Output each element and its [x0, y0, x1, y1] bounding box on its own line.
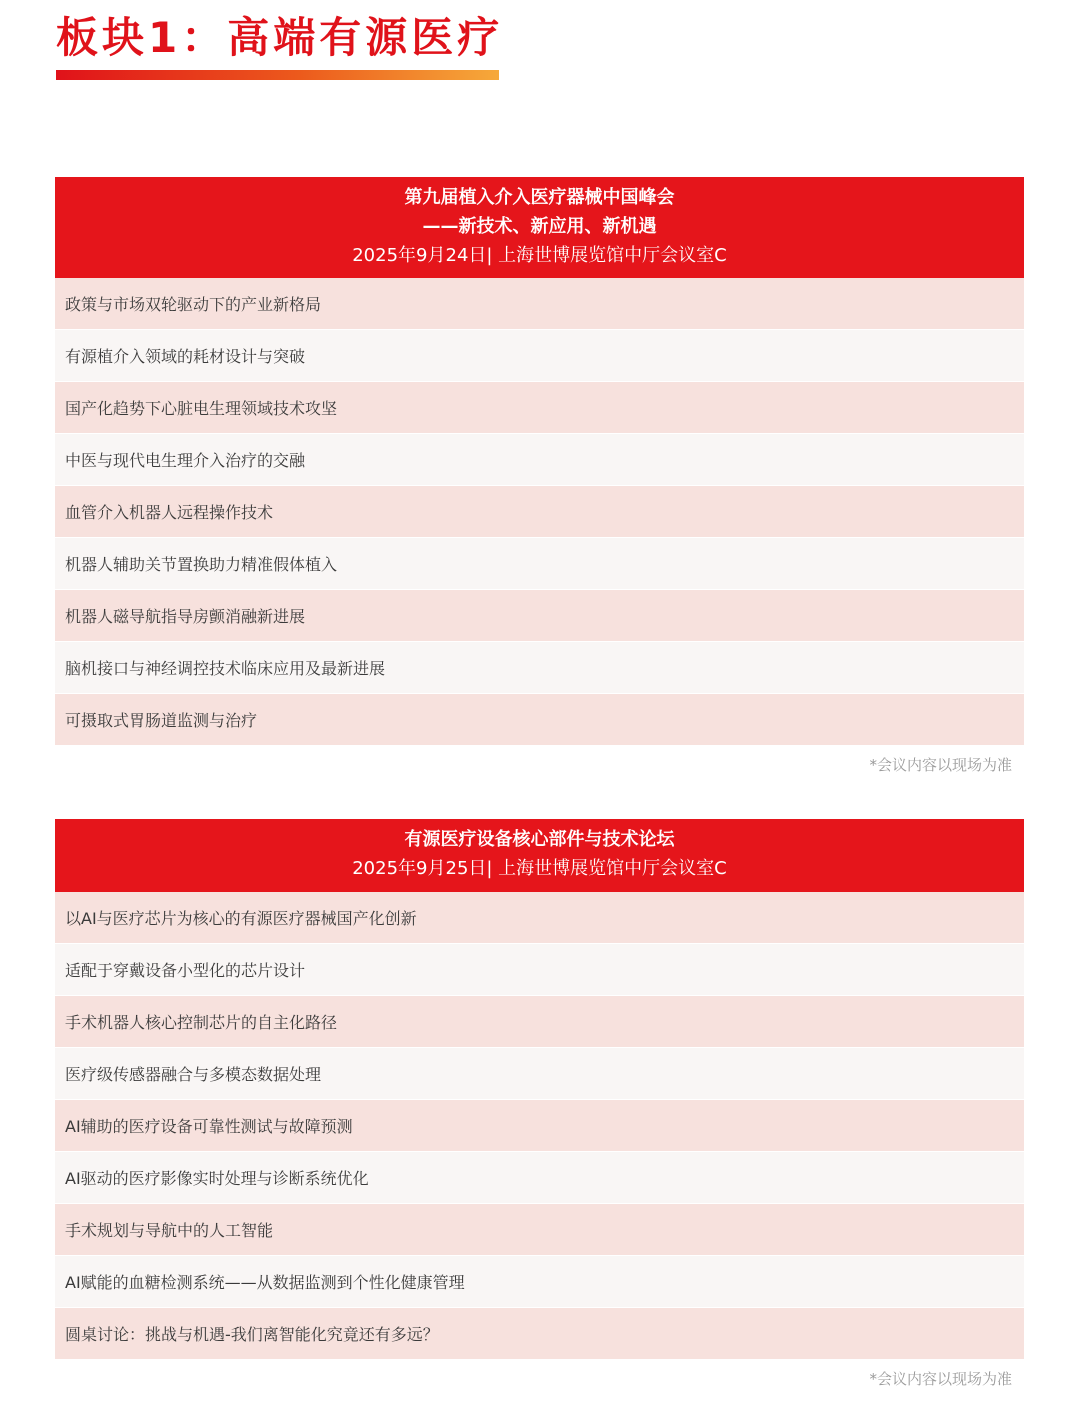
disclaimer-note: *会议内容以现场为准: [869, 756, 1012, 774]
topic-row: 机器人磁导航指导房颤消融新进展: [55, 590, 1024, 641]
topic-row: 脑机接口与神经调控技术临床应用及最新进展: [55, 642, 1024, 693]
summit-date-venue: 2025年9月24日| 上海世博展览馆中厅会议室C: [352, 245, 727, 266]
topic-row: AI驱动的医疗影像实时处理与诊断系统优化: [55, 1152, 1024, 1203]
topic-row: 手术规划与导航中的人工智能: [55, 1204, 1024, 1255]
title-underline: [56, 70, 499, 80]
summit-subtitle: ——新技术、新应用、新机遇: [422, 216, 657, 237]
disclaimer-note: *会议内容以现场为准: [869, 1370, 1012, 1388]
forum-date-venue: 2025年9月25日| 上海世博展览馆中厅会议室C: [352, 858, 727, 879]
topic-row: 国产化趋势下心脏电生理领域技术攻坚: [55, 382, 1024, 433]
topic-row: 手术机器人核心控制芯片的自主化路径: [55, 996, 1024, 1047]
forum-header: [55, 819, 1024, 892]
topic-row: 政策与市场双轮驱动下的产业新格局: [55, 278, 1024, 329]
topic-row: 以AI与医疗芯片为核心的有源医疗器械国产化创新: [55, 892, 1024, 943]
topic-row: 中医与现代电生理介入治疗的交融: [55, 434, 1024, 485]
topic-row: 有源植介入领域的耗材设计与突破: [55, 330, 1024, 381]
topic-row: 可摄取式胃肠道监测与治疗: [55, 694, 1024, 745]
topic-row: 机器人辅助关节置换助力精准假体植入: [55, 538, 1024, 589]
forum-panel: [55, 819, 1024, 1360]
topic-row: AI辅助的医疗设备可靠性测试与故障预测: [55, 1100, 1024, 1151]
section-title: 板块1：高端有源医疗: [56, 13, 504, 62]
topic-row: 医疗级传感器融合与多模态数据处理: [55, 1048, 1024, 1099]
topic-row: 圆桌讨论：挑战与机遇-我们离智能化究竟还有多远？: [55, 1308, 1024, 1359]
forum-topic-list: [55, 892, 1024, 1359]
summit-panel: [55, 177, 1024, 746]
summit-title: 第九届植入介入医疗器械中国峰会: [404, 187, 675, 208]
summit-header: [55, 177, 1024, 278]
topic-row: AI赋能的血糖检测系统——从数据监测到个性化健康管理: [55, 1256, 1024, 1307]
forum-title: 有源医疗设备核心部件与技术论坛: [404, 829, 675, 850]
summit-topic-list: [55, 278, 1024, 745]
topic-row: 适配于穿戴设备小型化的芯片设计: [55, 944, 1024, 995]
topic-row: 血管介入机器人远程操作技术: [55, 486, 1024, 537]
